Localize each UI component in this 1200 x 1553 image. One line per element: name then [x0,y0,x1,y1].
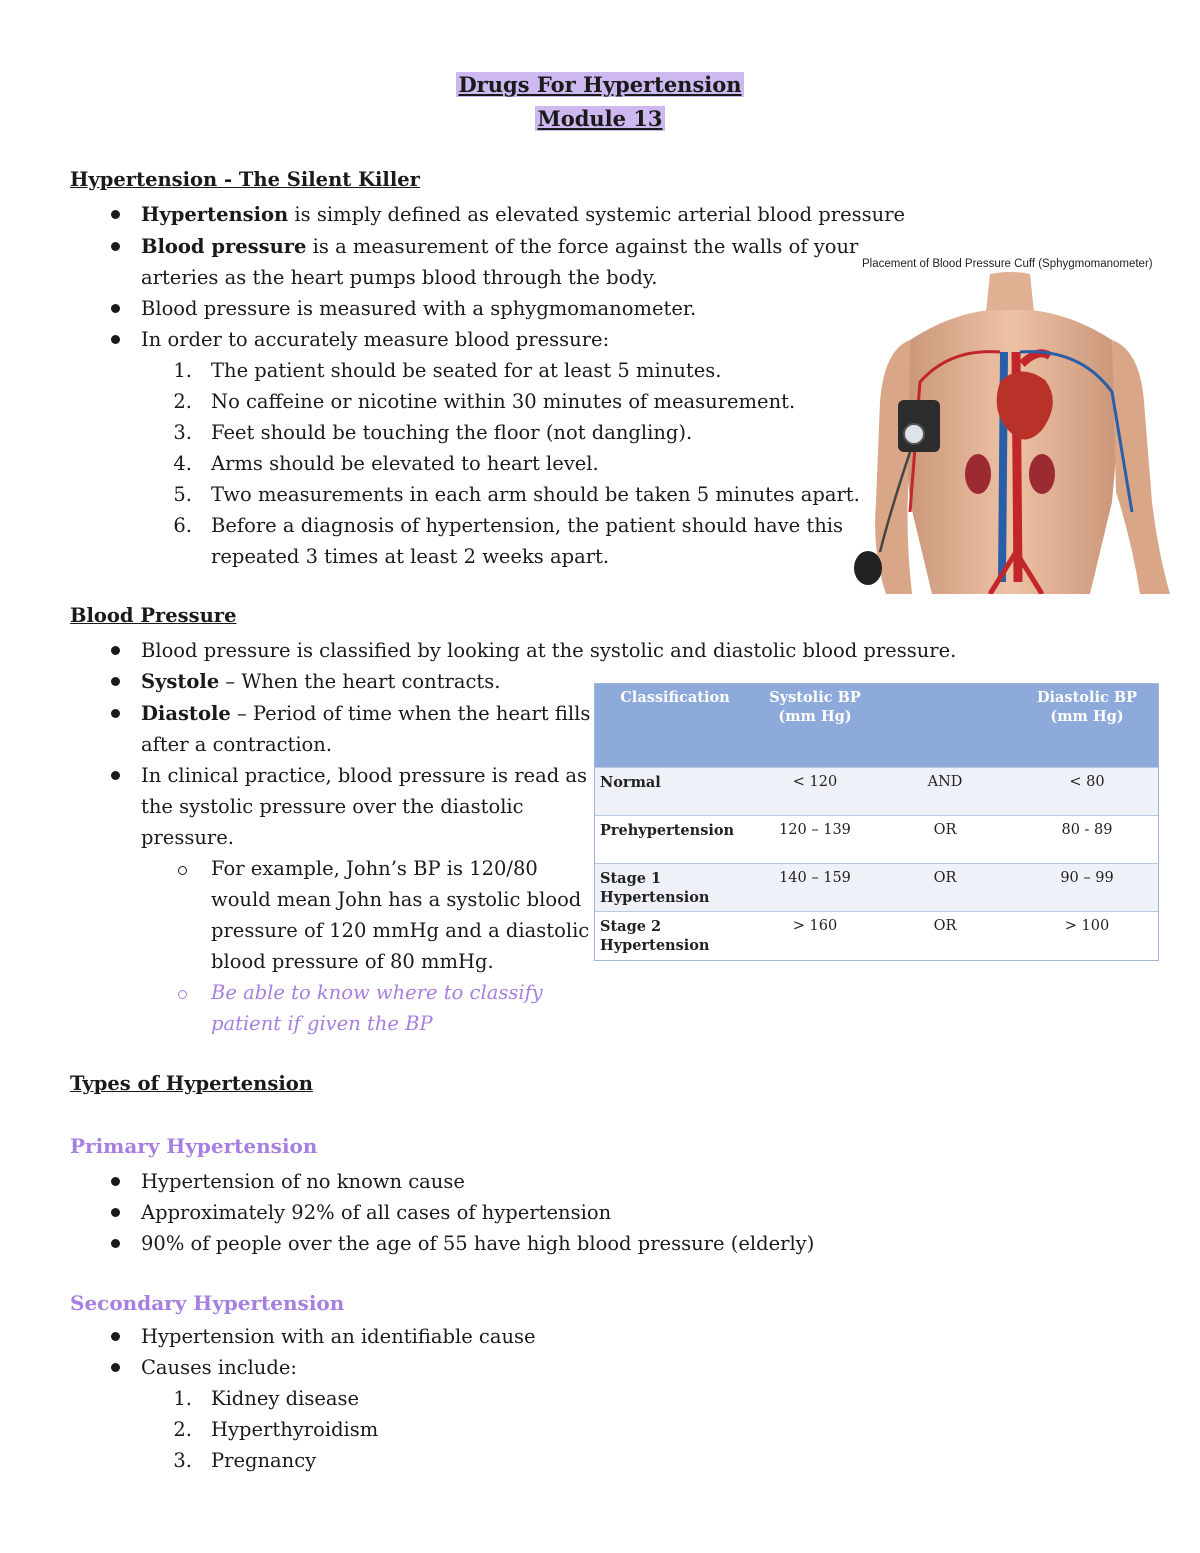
step-number: 5. [173,483,192,506]
primary-bullet: 90% of people over the age of 55 have high blood pressure (elderly) [141,1232,815,1255]
figure-caption: Placement of Blood Pressure Cuff (Sphygmomanometer) [862,258,1153,270]
title-line-1: Drugs For Hypertension [458,72,742,97]
bullet-blood-pressure-definition-cont: arteries as the heart pumps blood through the body. [141,266,658,289]
bullet-icon [111,335,120,344]
step-text: Before a diagnosis of hypertension, the patient should have this [211,514,844,537]
example-text-cont: blood pressure of 80 mmHg. [211,950,494,973]
bullet-icon [111,677,120,686]
bullet-diastole-cont: after a contraction. [141,733,333,756]
row-diastolic: 80 - 89 [1061,822,1113,838]
row-diastolic: > 100 [1064,918,1110,934]
cause-number: 1. [173,1387,192,1410]
table-row [595,815,1158,863]
row-label: Prehypertension [600,822,735,839]
bullet-classification: Blood pressure is classified by looking at the systolic and diastolic blood pressure. [141,639,957,662]
blood-pressure-cuff-figure [850,252,1172,594]
bullet-blood-pressure-definition: Blood pressure is a measurement of the force against the walls of your [141,235,859,258]
step-text: No caffeine or nicotine within 30 minutes of measurement. [211,390,796,413]
step-number: 3. [173,421,192,444]
bullet-icon [111,1332,120,1341]
bullet-clinical-practice: In clinical practice, blood pressure is read as [141,764,588,787]
row-systolic: > 160 [792,918,838,934]
document-subtitle [0,106,1200,131]
study-note-cont: patient if given the BP [211,1012,433,1035]
bullet-clinical-practice-cont: pressure. [141,826,234,849]
bullet-sphygmomanometer: Blood pressure is measured with a sphygmomanometer. [141,297,697,320]
row-systolic: 120 – 139 [779,822,851,838]
bullet-icon [111,304,120,313]
row-operator: AND [927,774,963,790]
subheading-secondary: Secondary Hypertension [70,1291,345,1315]
table-row [595,863,1158,911]
step-text: The patient should be seated for at least 5 minutes. [211,359,722,382]
row-operator: OR [933,822,957,838]
document-title [0,72,1200,97]
sub-bullet-icon [178,990,187,999]
cause-text: Pregnancy [211,1449,317,1472]
step-text: Arms should be elevated to heart level. [211,452,599,475]
secondary-bullet: Causes include: [141,1356,297,1379]
row-diastolic: 90 – 99 [1060,870,1114,886]
bullet-icon [111,709,120,718]
table-header [595,684,1158,767]
primary-bullet: Approximately 92% of all cases of hypertension [141,1201,612,1224]
subheading-primary: Primary Hypertension [70,1134,318,1158]
bullet-hypertension-definition: Hypertension is simply defined as elevated systemic arterial blood pressure [141,203,906,226]
example-text-cont: would mean John has a systolic blood [211,888,582,911]
bp-classification-table [594,683,1159,961]
row-systolic: < 120 [792,774,838,790]
cause-number: 2. [173,1418,192,1441]
section-heading-silent-killer: Hypertension - The Silent Killer [70,168,420,191]
row-label: Stage 1 Hypertension [600,870,710,906]
step-text: Two measurements in each arm should be taken 5 minutes apart. [211,483,860,506]
row-diastolic: < 80 [1069,774,1105,790]
bullet-icon [111,1208,120,1217]
bullet-icon [111,1239,120,1248]
bullet-clinical-practice-cont: the systolic pressure over the diastolic [141,795,524,818]
example-text-cont: pressure of 120 mmHg and a diastolic [211,919,590,942]
cause-text: Kidney disease [211,1387,360,1410]
header-diastolic: Diastolic BP (mm Hg) [1036,689,1138,725]
row-systolic: 140 – 159 [779,870,851,886]
row-label: Stage 2 Hypertension [600,918,710,954]
bullet-icon [111,771,120,780]
bullet-icon [111,210,120,219]
row-operator: OR [933,918,957,934]
title-line-2: Module 13 [537,106,663,131]
bullet-accurate-measure: In order to accurately measure blood pressure: [141,328,610,351]
section-heading-blood-pressure: Blood Pressure [70,604,237,627]
step-number: 1. [173,359,192,382]
example-text: For example, John’s BP is 120/80 [211,857,538,880]
cause-number: 3. [173,1449,192,1472]
primary-bullet: Hypertension of no known cause [141,1170,465,1193]
step-number: 6. [173,514,192,537]
sub-bullet-icon [178,866,187,875]
header-classification: Classification [620,689,730,706]
table-row [595,767,1158,815]
bullet-icon [111,1363,120,1372]
step-number: 4. [173,452,192,475]
bullet-icon [111,646,120,655]
secondary-bullet: Hypertension with an identifiable cause [141,1325,536,1348]
step-text-cont: repeated 3 times at least 2 weeks apart. [211,545,610,568]
bullet-icon [111,242,120,251]
bullet-diastole: Diastole – Period of time when the heart fills [141,702,591,725]
step-number: 2. [173,390,192,413]
anatomy-illustration [850,252,1172,594]
cause-text: Hyperthyroidism [211,1418,379,1441]
bullet-systole: Systole – When the heart contracts. [141,670,501,693]
row-label: Normal [600,774,661,791]
section-heading-types: Types of Hypertension [70,1072,313,1095]
bullet-icon [111,1177,120,1186]
header-systolic: Systolic BP (mm Hg) [769,689,861,725]
row-operator: OR [933,870,957,886]
step-text: Feet should be touching the floor (not dangling). [211,421,693,444]
study-note: Be able to know where to classify [211,981,543,1004]
table-row [595,911,1158,961]
